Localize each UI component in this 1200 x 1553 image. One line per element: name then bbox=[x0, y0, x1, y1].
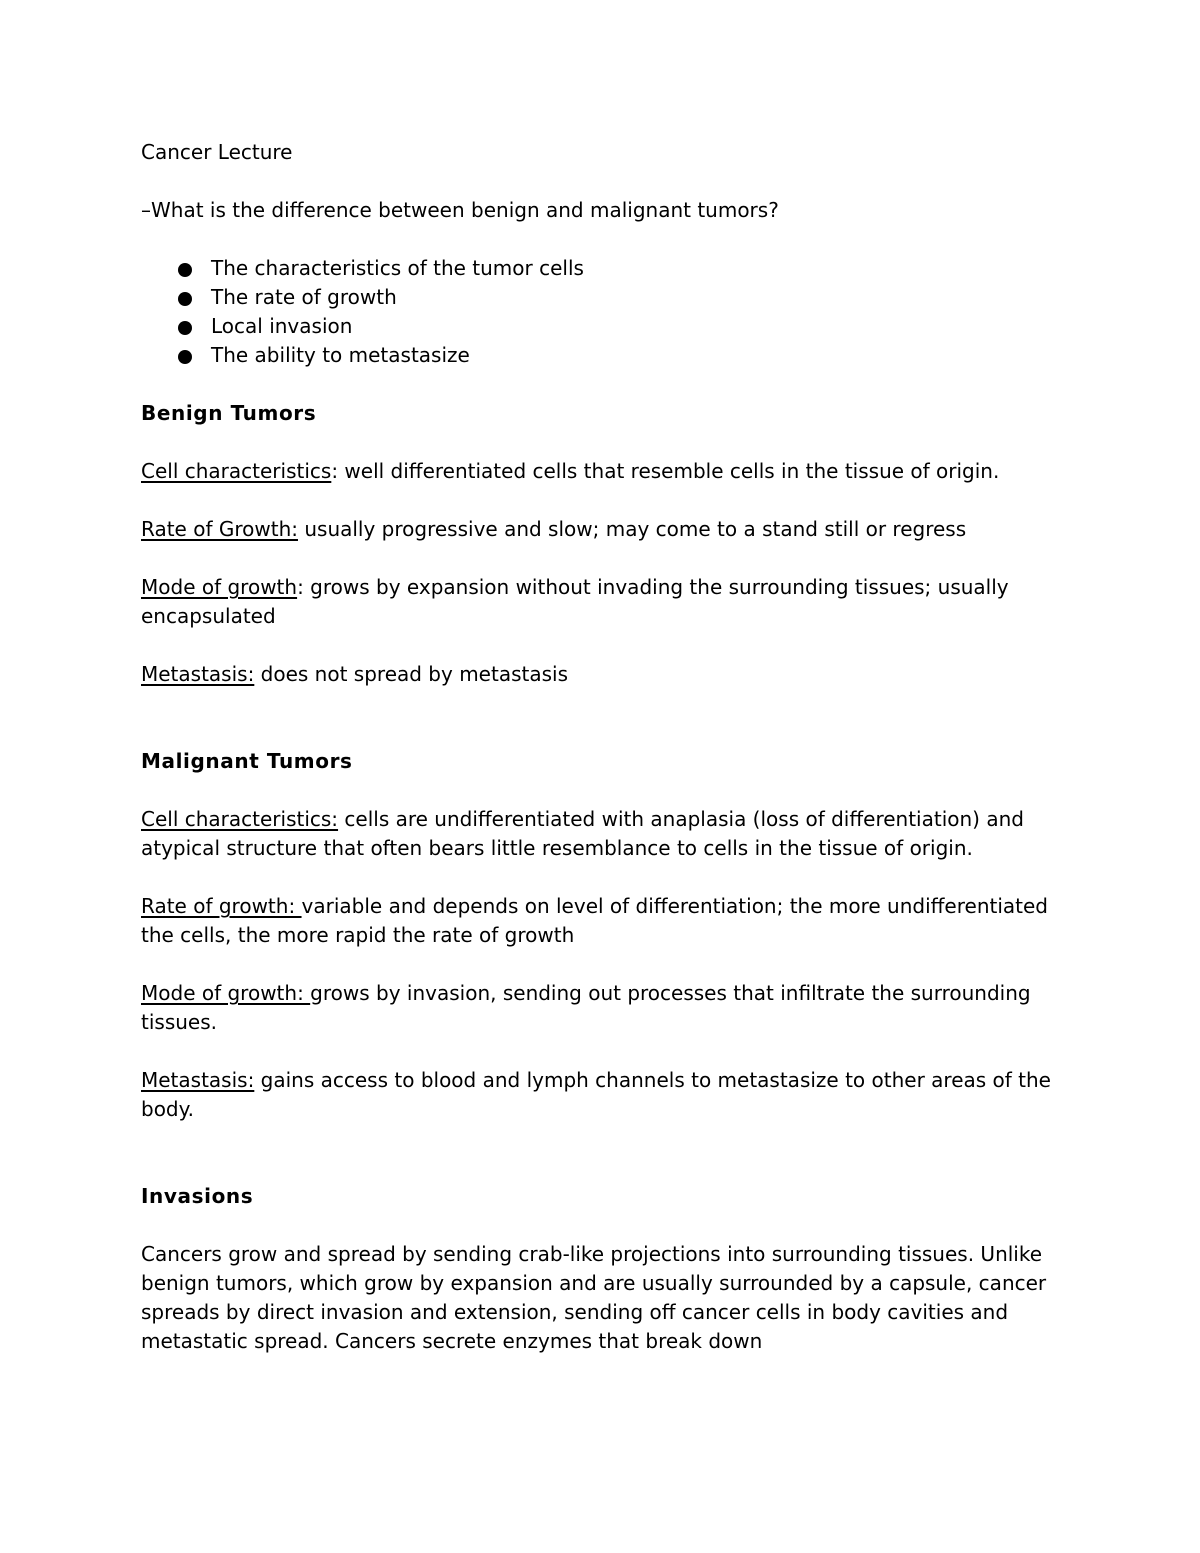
benign-mode-label: Mode of growth bbox=[141, 575, 298, 599]
benign-cell-label: Cell characteristics bbox=[141, 459, 332, 483]
benign-rate-text: usually progressive and slow; may come to a stand still or regress bbox=[297, 517, 967, 541]
list-item: The rate of growth bbox=[141, 283, 1071, 312]
malignant-metastasis bbox=[141, 1066, 1071, 1124]
spacer bbox=[141, 1211, 1071, 1240]
malignant-mode-of-growth bbox=[141, 979, 1071, 1037]
malignant-meta-label: Metastasis: bbox=[141, 1068, 255, 1092]
malignant-cell-label: Cell characteristics: bbox=[141, 807, 339, 831]
benign-mode-of-growth bbox=[141, 573, 1071, 631]
malignant-heading: Malignant Tumors bbox=[141, 749, 353, 773]
bullet-icon bbox=[178, 292, 192, 306]
benign-cell-characteristics bbox=[141, 457, 1071, 486]
benign-heading: Benign Tumors bbox=[141, 401, 317, 425]
malignant-rate-text: variable and depends on level of differentiation; the more undifferentiated the cells, the more rapid the rate of growth bbox=[141, 894, 1048, 947]
spacer bbox=[141, 486, 1071, 515]
spacer bbox=[141, 776, 1071, 805]
benign-rate-label: Rate of Growth: bbox=[141, 517, 298, 541]
list-item: The ability to metastasize bbox=[141, 341, 1071, 370]
list-item: Local invasion bbox=[141, 312, 1071, 341]
malignant-cell-text: cells are undifferentiated with anaplasia (loss of differentiation) and atypical structure that often bears little resemblance to cells in the tissue of origin. bbox=[141, 807, 1024, 860]
spacer bbox=[141, 1037, 1071, 1066]
spacer bbox=[141, 689, 1071, 747]
benign-mode-text: : grows by expansion without invading the surrounding tissues; usually encapsulated bbox=[141, 575, 1009, 628]
spacer bbox=[141, 863, 1071, 892]
malignant-meta-text: gains access to blood and lymph channels to metastasize to other areas of the body. bbox=[141, 1068, 1051, 1121]
document-page bbox=[141, 138, 1071, 1356]
spacer bbox=[141, 167, 1071, 196]
malignant-mode-text: grows by invasion, sending out processes that infiltrate the surrounding tissues. bbox=[141, 981, 1031, 1034]
spacer bbox=[141, 631, 1071, 660]
spacer bbox=[141, 1124, 1071, 1182]
difference-list bbox=[141, 254, 1071, 370]
spacer bbox=[141, 370, 1071, 399]
benign-metastasis bbox=[141, 660, 1071, 689]
list-item: The characteristics of the tumor cells bbox=[141, 254, 1071, 283]
bullet-icon bbox=[178, 321, 192, 335]
spacer bbox=[141, 225, 1071, 254]
benign-rate-of-growth bbox=[141, 515, 1071, 544]
bullet-icon bbox=[178, 263, 192, 277]
malignant-mode-label: Mode of growth: bbox=[141, 981, 311, 1005]
question-text: –What is the difference between benign and malignant tumors? bbox=[141, 198, 779, 222]
malignant-rate-label: Rate of growth: bbox=[141, 894, 302, 918]
spacer bbox=[141, 950, 1071, 979]
bullet-icon bbox=[178, 350, 192, 364]
benign-meta-label: Metastasis: bbox=[141, 662, 255, 686]
spacer bbox=[141, 544, 1071, 573]
malignant-rate-of-growth bbox=[141, 892, 1071, 950]
invasions-heading: Invasions bbox=[141, 1184, 254, 1208]
benign-meta-text: does not spread by metastasis bbox=[254, 662, 568, 686]
malignant-cell-characteristics bbox=[141, 805, 1071, 863]
document-title: Cancer Lecture bbox=[141, 140, 293, 164]
invasions-text: Cancers grow and spread by sending crab-like projections into surrounding tissues. Unlike benign tumors, which grow by expansion and are usually surrounded by a capsule, cancer spreads by direct invasion and extension, sending off cancer cells in body cavities and metastatic spread. Cancers secrete enzymes that break down bbox=[141, 1242, 1047, 1353]
spacer bbox=[141, 428, 1071, 457]
benign-cell-text: : well differentiated cells that resemble cells in the tissue of origin. bbox=[331, 459, 1000, 483]
